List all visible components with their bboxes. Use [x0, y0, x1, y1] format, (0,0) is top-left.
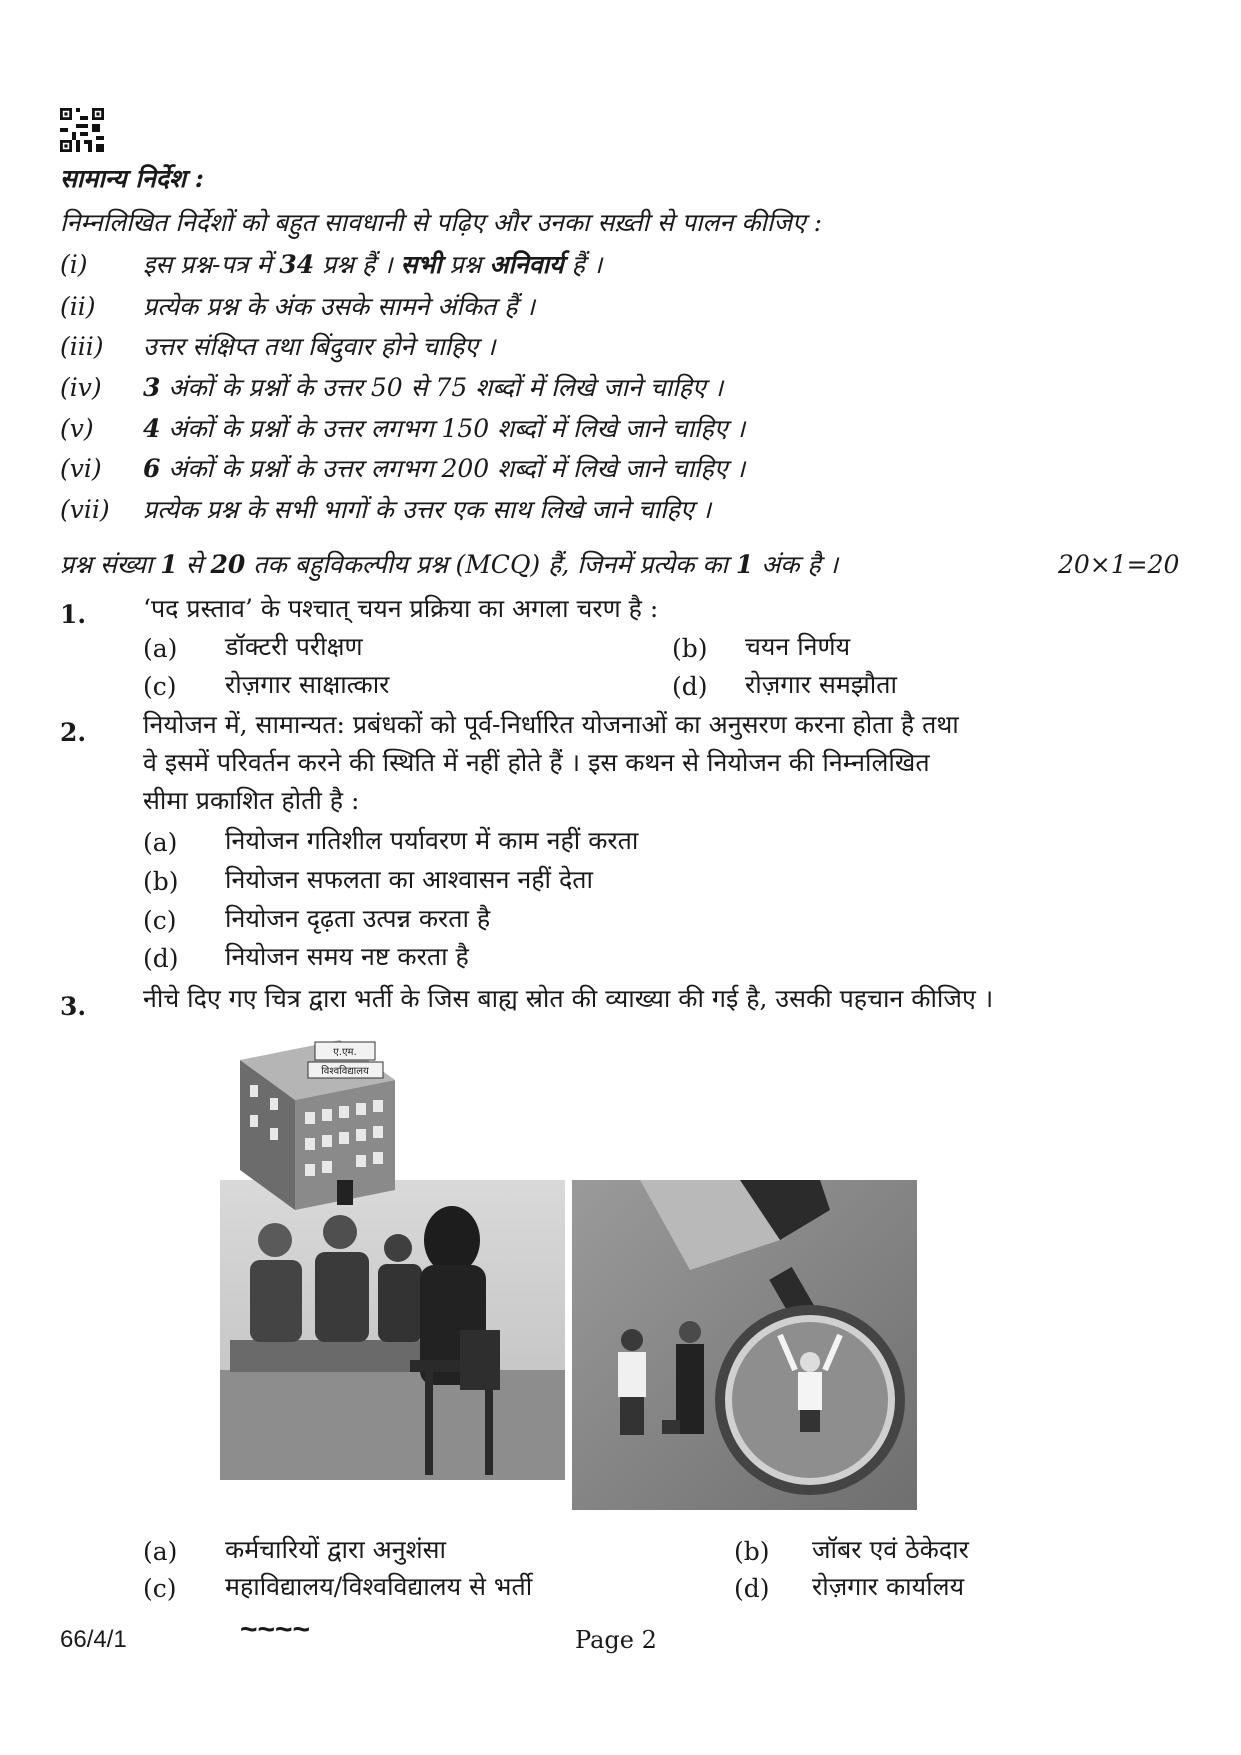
option-text: नियोजन दृढ़ता उत्पन्न करता है [225, 904, 491, 933]
instruction-number: (vi) [60, 454, 102, 483]
option-text: रोज़गार समझौता [745, 670, 897, 699]
instructions-heading: सामान्य निर्देश : [60, 164, 204, 193]
option-text: नियोजन सफलता का आश्वासन नहीं देता [225, 865, 593, 894]
recruitment-illustration [220, 1040, 920, 1530]
option-text: महाविद्यालय/विश्वविद्यालय से भर्ती [225, 1572, 533, 1601]
question-text: ‘पद प्रस्ताव’ के पश्चात् चयन प्रक्रिया का अगला चरण है : [143, 594, 659, 623]
question-number: 2. [60, 718, 87, 747]
footer-ornament: ~~~~ [240, 1613, 311, 1646]
instruction-number: (i) [60, 250, 88, 279]
option-label: (a) [143, 828, 178, 857]
university-building [240, 1040, 395, 1210]
page-number: Page 2 [575, 1626, 657, 1654]
question-text-line: सीमा प्रकाशित होती है : [143, 786, 360, 815]
instructions-intro: निम्नलिखित निर्देशों को बहुत सावधानी से पढ़िए और उनका सख़्ती से पालन कीजिए : [60, 208, 823, 237]
instruction-text: उत्तर संक्षिप्त तथा बिंदुवार होने चाहिए । [143, 332, 496, 361]
instruction-text: प्रत्येक प्रश्न के अंक उसके सामने अंकित हैं । [143, 292, 535, 321]
option-text: चयन निर्णय [745, 632, 851, 661]
option-label: (d) [143, 944, 179, 973]
question-number: 1. [60, 600, 87, 629]
option-label: (a) [143, 634, 178, 663]
instruction-text: 6 अंकों के प्रश्नों के उत्तर लगभग 200 शब्दों में लिखे जाने चाहिए । [143, 454, 746, 483]
magnifier-panel [572, 1180, 917, 1510]
option-text: रोज़गार कार्यालय [812, 1572, 965, 1601]
instruction-text: इस प्रश्न-पत्र में 34 प्रश्न हैं । सभी प्रश्न अनिवार्य हैं । [143, 250, 603, 279]
option-label: (d) [672, 672, 708, 701]
option-label: (b) [734, 1537, 770, 1566]
building-sign-line1: ए.एम. [333, 1047, 357, 1058]
option-label: (d) [734, 1574, 770, 1603]
option-label: (c) [143, 1574, 177, 1603]
option-label: (b) [672, 634, 708, 663]
question-number: 3. [60, 992, 87, 1021]
instruction-number: (iv) [60, 373, 102, 402]
question-text-line: नियोजन में, सामान्यत: प्रबंधकों को पूर्व-निर्धारित योजनाओं का अनुसरण करना होता है तथा [143, 710, 959, 739]
interview-photo [220, 1180, 565, 1480]
option-text: कर्मचारियों द्वारा अनुशंसा [225, 1535, 446, 1564]
option-text: नियोजन गतिशील पर्यावरण में काम नहीं करता [225, 826, 639, 855]
qr-code [60, 108, 104, 152]
section-instruction: प्रश्न संख्या 1 से 20 तक बहुविकल्पीय प्रश्न (MCQ) हैं, जिनमें प्रत्येक का 1 अंक है । [60, 550, 839, 579]
question-text-line: वे इसमें परिवर्तन करने की स्थिति में नहीं होते हैं । इस कथन से नियोजन की निम्नलिखित [143, 748, 930, 777]
instruction-text: 3 अंकों के प्रश्नों के उत्तर 50 से 75 शब्दों में लिखे जाने चाहिए । [143, 373, 724, 402]
instruction-text: प्रत्येक प्रश्न के सभी भागों के उत्तर एक साथ लिखे जाने चाहिए । [143, 495, 712, 524]
section-marks: 20×1=20 [1058, 550, 1180, 579]
option-text: डॉक्टरी परीक्षण [225, 632, 363, 661]
instruction-number: (vii) [60, 495, 110, 524]
option-label: (c) [143, 672, 177, 701]
question-text: नीचे दिए गए चित्र द्वारा भर्ती के जिस बाह्य स्रोत की व्याख्या की गई है, उसकी पहचान कीजिए । [143, 984, 994, 1013]
option-label: (b) [143, 867, 179, 896]
paper-code: 66/4/1 [60, 1626, 127, 1653]
option-label: (c) [143, 906, 177, 935]
option-text: रोज़गार साक्षात्कार [225, 670, 390, 699]
option-text: नियोजन समय नष्ट करता है [225, 942, 469, 971]
instruction-number: (v) [60, 414, 94, 443]
instruction-number: (iii) [60, 332, 104, 361]
building-sign-line2: विश्वविद्यालय [321, 1066, 369, 1077]
instruction-text: 4 अंकों के प्रश्नों के उत्तर लगभग 150 शब्दों में लिखे जाने चाहिए । [143, 414, 746, 443]
instruction-number: (ii) [60, 292, 96, 321]
option-text: जॉबर एवं ठेकेदार [812, 1535, 969, 1564]
option-label: (a) [143, 1537, 178, 1566]
